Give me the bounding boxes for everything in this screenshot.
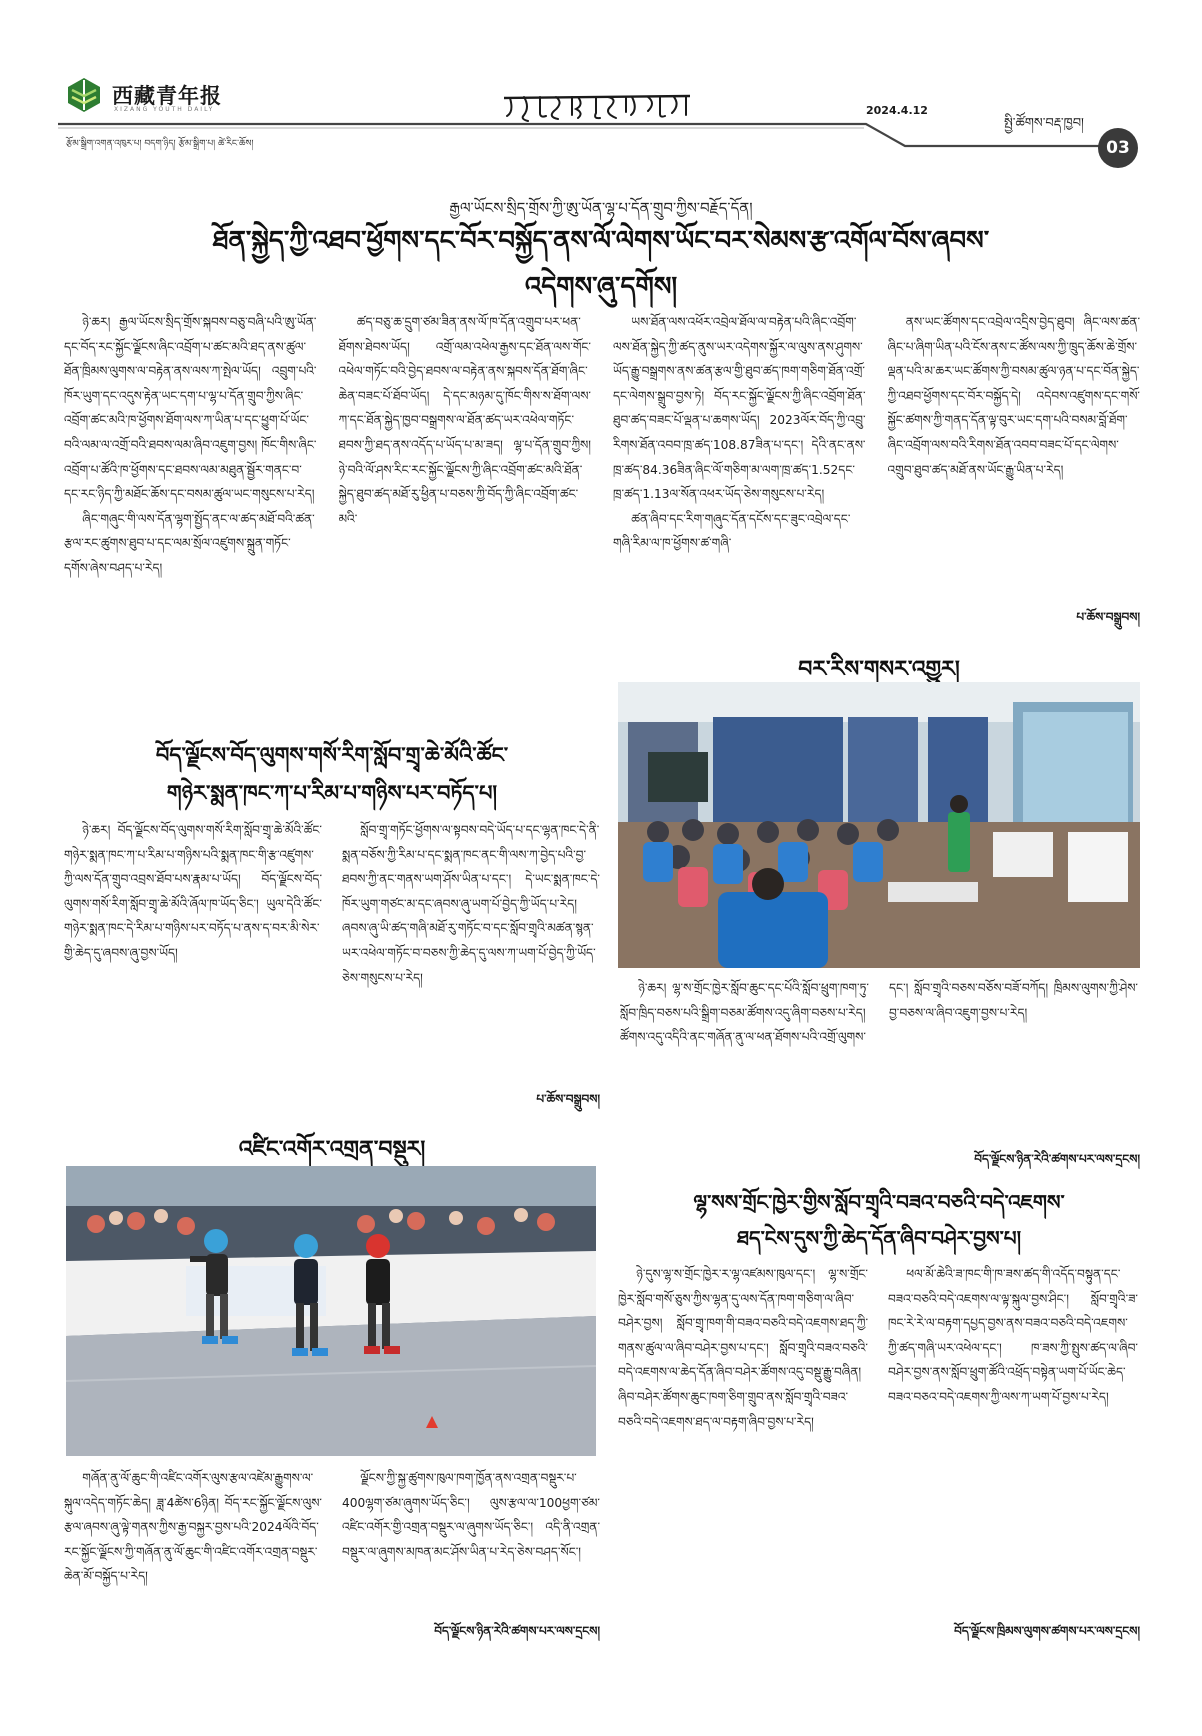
- story2-body: [64, 818, 600, 1056]
- lead-headline-line2: འདེགས་ཞུ་དགོས།: [524, 272, 678, 302]
- lead-column-1: [64, 310, 317, 624]
- lead-paragraph: ཡས་ཐོན་ལས་འཕོར་འབྲེལ་ཐོལ་ལ་བརྟེན་པའི་ཞིང་འབྲོག་ལས་ཐོན་སྐྱེད་ཀྱི་ཚད་ནུས་ཡར་འདེགས་སྐྱོར་ལ་ལུས་ནས་ཤུགས་ཡོད་རྒྱུ་བསྒྲགས་ནས་ཚན་རྩལ་གྱི་ཐུབ་ཚད་ཁག་གཅིག་ཐོན་འགྲོ་དང་ལེགས་སྒྲུབ་བྱས་ཏེ། བོད་རང་སྐྱོང་ལྗོངས་ཀྱི་ཞིང་འབྲོག་ཐོན་ཐུབ་ཚད་བཟང་པོ་ལྡན་པ་ཆགས་ཡོད། 2023ལོར་བོད་ཀྱི་འབྲུ་རིགས་ཐོན་འབབ་ཁྲ་ཚད་108.87ཟིན་པ་དང་། དེའི་ནང་ནས་ཁྲ་ཚད་84.36ཟིན་ཞིང་ལོ་གཅིག་མ་ལག་ཁྲ་ཚད་1.52དང་ཁྲ་ཚད་1.13ལ་སོན་འཕར་ཡོད་ཅེས་གསུངས་པ་རེད།: [613, 315, 866, 502]
- newspaper-name-english: XIZANG YOUTH DAILY: [114, 106, 215, 113]
- story2-paragraph: སློབ་གྲྭ་གཏོང་ཕྱོགས་ལ་སྟབས་བདེ་ཡོད་པ་དང་ལྷན་ཁང་དེ་ནི་སྨན་བཅོས་ཀྱི་རིམ་པ་དང་སྨན་ཁང་ནང་གི་ལས་ཀ་བྱེད་པའི་བྱ་ཐབས་ཀྱི་ནང་གནས་ཡག་ཤོས་ཡིན་པ་དང་། དེ་ཡང་སྨན་ཁང་དེ་ཁོར་ཡུག་གཙང་མ་དང་ཞབས་ཞུ་ཡག་པོ་བྱེད་ཀྱི་ཡོད་པ་རེད། ཞབས་ཞུ་ཡི་ཚད་གཞི་མཐོ་རུ་གཏོང་བ་དང་སློབ་གྲྭའི་མཚན་སྙན་ཡར་འཕེལ་གཏོང་བ་བཅས་ཀྱི་ཆེད་དུ་ལས་ཀ་ཡག་པོ་བྱེད་ཀྱི་ཡོད་ཅེས་གསུངས་པ་རེད།: [342, 823, 600, 985]
- story3-section-title: འཛིང་འགོར་འགྲན་བསྡུར།: [238, 1136, 426, 1162]
- story2-paragraph: ཉེ་ཆར། བོད་ལྗོངས་བོད་ལུགས་གསོ་རིག་སློབ་གྲྭ་ཆེ་མོའི་ཚོང་གཉེར་སྨན་ཁང་ཀ་པ་རིམ་པ་གཉིས་པའི་སྨན་ཁང་གི་རྩ་འཛུགས་ཀྱི་ལས་དོན་གྲུབ་འབྲས་ཐོབ་པས་རྣམ་པ་ཡོད། བོད་ལྗོངས་བོད་ལུགས་གསོ་རིག་སློབ་གྲྭ་ཆེ་མོའི་ཞོལ་ཁ་ཡོད་ཅིང་། ཡུལ་དེའི་ཚོང་གཉེར་སྨན་ཁང་དེ་རིམ་པ་གཉིས་པར་བཏོད་པ་ནས་ད་བར་མི་སེར་གྱི་ཆེད་དུ་ཞབས་ཞུ་བྱས་ཡོད།: [64, 823, 322, 960]
- story3-body: [64, 1466, 600, 1612]
- story5-headline-line2: ཐད་ངེས་དུས་ཀྱི་ཆེད་དོན་ཞིབ་བཤེར་བྱས་པ།: [736, 1226, 1022, 1250]
- story3-byline: བོད་ལྗོངས་ཉིན་རེའི་ཚགས་པར་ལས་དྲངས།: [434, 1624, 600, 1638]
- story2-column-1: [64, 818, 322, 1056]
- lead-byline: པ་ཆོས་བསྒྲུབས།: [1076, 610, 1140, 624]
- lead-column-3: [613, 310, 866, 624]
- story5-byline: བོད་ལྗོངས་ཁྲིམས་ལུགས་ཚགས་པར་ལས་དྲངས།: [954, 1624, 1140, 1638]
- story2-headline-line2: གཉེར་སྨན་ཁང་ཀ་པ་རིམ་པ་གཉིས་པར་བཏོད་པ།: [166, 780, 498, 805]
- story5-column-2: [888, 1262, 1138, 1612]
- story2-headline: [62, 736, 602, 812]
- lead-column-4: [888, 310, 1141, 590]
- newspaper-name: 西藏青年报: [112, 83, 222, 108]
- page-number-badge: 03: [1098, 128, 1138, 168]
- story5-headline-line1: ལྷ་སས་གྲོང་ཁྱེར་གྱིས་སློབ་གྲྭའི་བཟའ་བཅའི་བདེ་འཇགས་: [693, 1190, 1065, 1214]
- lead-headline: [62, 218, 1140, 310]
- story2-byline: པ་ཆོས་བསྒྲུབས།: [536, 1092, 600, 1106]
- roller-skating-photo: [66, 1166, 596, 1456]
- story5-paragraph: ཉེ་དུས་ལྷ་ས་གྲོང་ཁྱེར་ར་ལྷ་འཛམས་ཁུལ་དང་། ལྷ་ས་གྲོང་ཁྱེར་སློབ་གསོ་ཅུས་ཀྱིས་ལྷན་དུ་ལས་དོན་ཁག་གཅིག་ལ་ཞིབ་བཤེར་བྱས། སློབ་གྲྭ་ཁག་གི་བཟའ་བཅའི་བདེ་འཇགས་ཐད་ཀྱི་གནས་ཚུལ་ལ་ཞིབ་བཤེར་བྱས་པ་དང་། སློབ་གྲྭའི་བཟའ་བཅའི་བདེ་འཇགས་ལ་ཆེད་དོན་ཞིབ་བཤེར་ཚོགས་འདུ་བསྡུ་རྒྱུ་བཞིན། ཞིབ་བཤེར་ཚོགས་ཆུང་ཁག་ཅིག་གྲུབ་ནས་སློབ་གྲྭའི་བཟའ་བཅའི་བདེ་འཇགས་ཐད་ལ་བརྟག་ཞིབ་བྱས་པ་རེད།: [618, 1267, 868, 1429]
- story5-column-1: [618, 1262, 868, 1612]
- lead-quote: ཚན་ཞིབ་དང་རིག་གཞུང་དོན་དངོས་དང་ཟུང་འབྲེལ་དང་གཞི་རིམ་ལ་ཁ་ཕྱོགས་ཚ་གཞི་: [613, 511, 851, 551]
- story2-column-2: [342, 818, 600, 1056]
- story2-headline-line1: བོད་ལྗོངས་བོད་ལུགས་གསོ་རིག་སློབ་གྲྭ་ཆེ་མོའི་ཚོང་: [155, 742, 509, 767]
- classroom-photo: [618, 682, 1140, 968]
- story3-paragraph: གཞོན་ནུ་ལོ་ཆུང་གི་འཛིང་འགོར་ལུས་རྩལ་འཛེམ་རྒྱུགས་ལ་སྐུལ་འདེད་གཏོང་ཆེད། ཟླ་4ཚེས་6ཉིན། བོད་རང་སྐྱོང་ལྗོངས་ལུས་རྩལ་ཞབས་ཞུ་ལྟེ་གནས་ཀྱིས་རྒྱ་བསྐྱར་བྱས་པའི་2024ལོའི་བོད་རང་སྐྱོང་ལྗོངས་ཀྱི་གཞོན་ནུ་ལོ་ཆུང་གི་འཛིང་འགོར་འགྲན་བསྡུར་ཆེན་མོ་བསྐྱོད་པ་རེད།: [64, 1471, 322, 1584]
- lead-paragraph: ཉེ་ཆར། རྒྱལ་ཡོངས་སྲིད་གྲོས་སྐབས་བཅུ་བཞི་པའི་ཨུ་ཡོན་དང་བོད་རང་སྐྱོང་ལྗོངས་ཞིང་འབྲོག་པ་ཚང་མའི་ཐད་ནས་ཚུལ་ཐོན་ཁྲིམས་ལུགས་ལ་བརྟེན་ནས་ལས་ཀ་སྤེལ་ཡོད། འབྲུག་པའི་ཁོར་ཡུག་དང་འདུས་རྟེན་ཡང་དག་པ་ལྷ་པ་དོན་གྲུབ་ཀྱིས་ཞིང་འབྲོག་ཚང་མའི་ཁ་ཕྱོགས་ཐོག་ལས་ཀ་ཡིན་པ་དང་ཕྱུག་པོ་ཡོང་བའི་ལམ་ལ་འགྲོ་བའི་ཐབས་ལམ་ཞིབ་འཇུག་བྱས། ཁོང་གིས་ཞིང་འབྲོག་པ་ཚོའི་ཁ་ཕྱོགས་དང་ཐབས་ལམ་མཐུན་སྦྱོར་གནང་བ་དང་རང་ཉིད་ཀྱི་མཐོང་ཆོས་དང་བསམ་ཚུལ་ཡང་གསུངས་པ་རེད།: [64, 315, 317, 502]
- story3-column-1: [64, 1466, 322, 1612]
- editor-info: རྩོམ་སྒྲིག་འགན་འཁུར་པ། བདག་ཉིད། རྩོམ་སྒྲིག་པ། ཚེ་རིང་ཆོས།: [66, 139, 254, 149]
- story3-column-2: [342, 1466, 600, 1612]
- lead-paragraph: ནས་ཡང་ཚོགས་དང་འབྲེལ་འདྲིས་བྱེད་ཐུབ། ཞིང་ལས་ཚན་ཞིང་པ་ཞིག་ཡིན་པའི་ངོས་ནས་ང་ཚོས་ལས་ཀྱི་ཁྲུད་ཆོས་ཆེ་གྲོས་ལྡན་པའི་མ་ཆར་ཡང་ཚོགས་ཀྱི་བསམ་ཚུལ་ཉན་པ་དང་བོན་སྐྱེད་ཀྱི་འཐབ་ཕྱོགས་དང་བོར་བསྐྱོད་དེ། འདེབས་འཛུགས་དང་གསོ་སྐྱོང་ཚགས་ཀྱི་གནད་དོན་ལྟ་བུར་ཡང་དག་པའི་བསམ་བློ་ཐོག་ཞིང་འབྲོག་ལས་བའི་རིགས་ཐོན་འབབ་བཟང་པོ་དང་ལེགས་འགྲུབ་ཐུབ་ཚད་མཐོ་ནས་ཡོང་རྒྱུ་ཡིན་པ་རེད།: [887, 315, 1140, 477]
- story4-section-title: བར་རིས་གསར་འགྱུར།: [798, 656, 960, 682]
- lead-body: [64, 310, 1140, 624]
- story5-paragraph: ཕལ་མོ་ཆེའི་ཟ་ཁང་གི་ཁ་ཟས་ཚད་གི་འདོད་བསྟུན་དང་བཟའ་བཅའི་བདེ་འཇགས་ལ་ལྟ་སྐུལ་བྱས་ཤིང་། སློབ་གྲྭའི་ཟ་ཁང་རེ་རེ་ལ་བརྟག་དཔྱད་བྱས་ནས་བཟའ་བཅའི་བདེ་འཇགས་ཀྱི་ཚད་གཞི་ཡར་འཕེལ་དང་། ཁ་ཟས་ཀྱི་སྤུས་ཚད་ལ་ཞིབ་བཤེར་བྱས་ནས་སློབ་ཕྲུག་ཚོའི་འཕྲོད་བསྟེན་ཡག་པོ་ཡོང་ཆེད་བཟའ་བཅའ་བདེ་འཇགས་ཀྱི་ལས་ཀ་ཡག་པོ་བྱས་པ་རེད།: [888, 1267, 1138, 1404]
- story5-headline: [616, 1184, 1142, 1256]
- story4-caption-text: ཉེ་ཆར། ལྷ་ས་གྲོང་ཁྱེར་སློབ་ཆུང་དང་པོའི་སློབ་ཕྲུག་ཁག་ཏུ་སློབ་ཁྲིད་བཅས་པའི་སྒྲིག་བཅམ་ཚོགས་འདུ་ཞིག་བཅས་པ་རེད། ཚོགས་འདུ་འདིའི་ནང་གཞོན་ནུ་ལ་ཕན་ཐོགས་པའི་འགྲོ་ལུགས་དང་། སློབ་གྲྭའི་བཅས་བཅོས་བཟོ་བཀོད། ཁྲིམས་ལུགས་ཀྱི་ཤེས་བྱ་བཅས་ལ་ཞིབ་འཇུག་བྱས་པ་རེད།: [620, 981, 1138, 1045]
- masthead: [0, 0, 1202, 160]
- lead-kicker: རྒྱལ་ཡོངས་སྲིད་གྲོས་ཀྱི་ཨུ་ཡོན་ལྷ་པ་དོན་གྲུབ་ཀྱིས་བརྗོད་དོན།: [449, 199, 753, 217]
- story3-paragraph: ལྗོངས་ཀྱི་སྐྱ་ཚུགས་ཁུལ་ཁག་ཁྱོན་ནས་འགྲན་བསྡུར་པ་400ལྷག་ཙམ་ཞུགས་ཡོད་ཅིང་། ལུས་རྩལ་ལ་100ཕྱག་ཙམ་འཛིང་འགོར་གྱི་འགྲན་བསྡུར་ལ་ཞུགས་ཡོད་ཅིང་། འདི་ནི་འགྲན་བསྡུར་ལ་ཞུགས་མཁན་མང་ཤོས་ཡིན་པ་རེད་ཅེས་བཤད་སོང་།: [342, 1471, 600, 1559]
- story4-byline: བོད་ལྗོངས་ཉིན་རེའི་ཚགས་པར་ལས་དྲངས།: [974, 1152, 1140, 1166]
- story4-caption: [620, 976, 1138, 1124]
- lead-headline-line1: ཐོན་སྐྱེད་ཀྱི་འཐབ་ཕྱོགས་དང་བོར་བསྐྱོད་ནས་ལོ་ལེགས་ཡོང་བར་སེམས་རྩ་འགོལ་བོས་ཞབས་: [212, 226, 990, 256]
- issue-date: 2024.4.12: [866, 104, 928, 117]
- story5-body: [618, 1262, 1138, 1612]
- lead-quote: ཞིང་གཞུང་གི་ལས་དོན་ལྷག་སྤྱོད་ནང་ལ་ཚད་མཐོ་བའི་ཚན་རྩལ་རང་ཚུགས་ཐུབ་པ་དང་ལམ་སྲོལ་འཛུགས་སྐྲུན་གཏོང་དགོས་ཞེས་བཤད་པ་རེད།: [64, 511, 315, 575]
- lead-paragraph: ཚད་བཅུ་ཆ་དྲུག་ཙམ་ཟིན་ནས་ལོ་ཁ་དོན་འགྲུབ་པར་ཕན་ཐོགས་ཐེབས་ཡོད། འགྲོ་ལམ་འཕེལ་རྒྱས་དང་ཐོན་ལས་གོང་འཕེལ་གཏོང་བའི་བྱེད་ཐབས་ལ་བརྟེན་ནས་སྐབས་དོན་ཐོག་ཞིང་ཆེན་བཟང་པོ་ཐོབ་ཡོད། དེ་དང་མཉམ་དུ་ཁོང་གིས་ས་ཐོག་ལས་ཀ་དང་ཐོན་སྐྱེད་ཁྱབ་བསྒྲགས་ལ་ཐོན་ཚད་ཡར་འཕེལ་གཏོང་ཐབས་ཀྱི་ཐད་ནས་འདོད་པ་ཡོད་པ་མ་ཟད། ལྷ་པ་དོན་གྲུབ་ཀྱིས། ཉེ་བའི་ལོ་ཤས་རིང་རང་སྐྱོང་ལྗོངས་ཀྱི་ཞིང་འབྲོག་ཚང་མའི་ཐོན་སྐྱེད་ཐུབ་ཚད་མཐོ་རུ་ཕྱིན་པ་བཅས་ཀྱི་བོད་ཀྱི་ཞིང་འབྲོག་ཚང་མའི་: [338, 315, 591, 526]
- lead-column-2: [339, 310, 592, 624]
- section-name: སྤྱི་ཚོགས་བརྡ་ཁྱབ།: [1004, 116, 1084, 131]
